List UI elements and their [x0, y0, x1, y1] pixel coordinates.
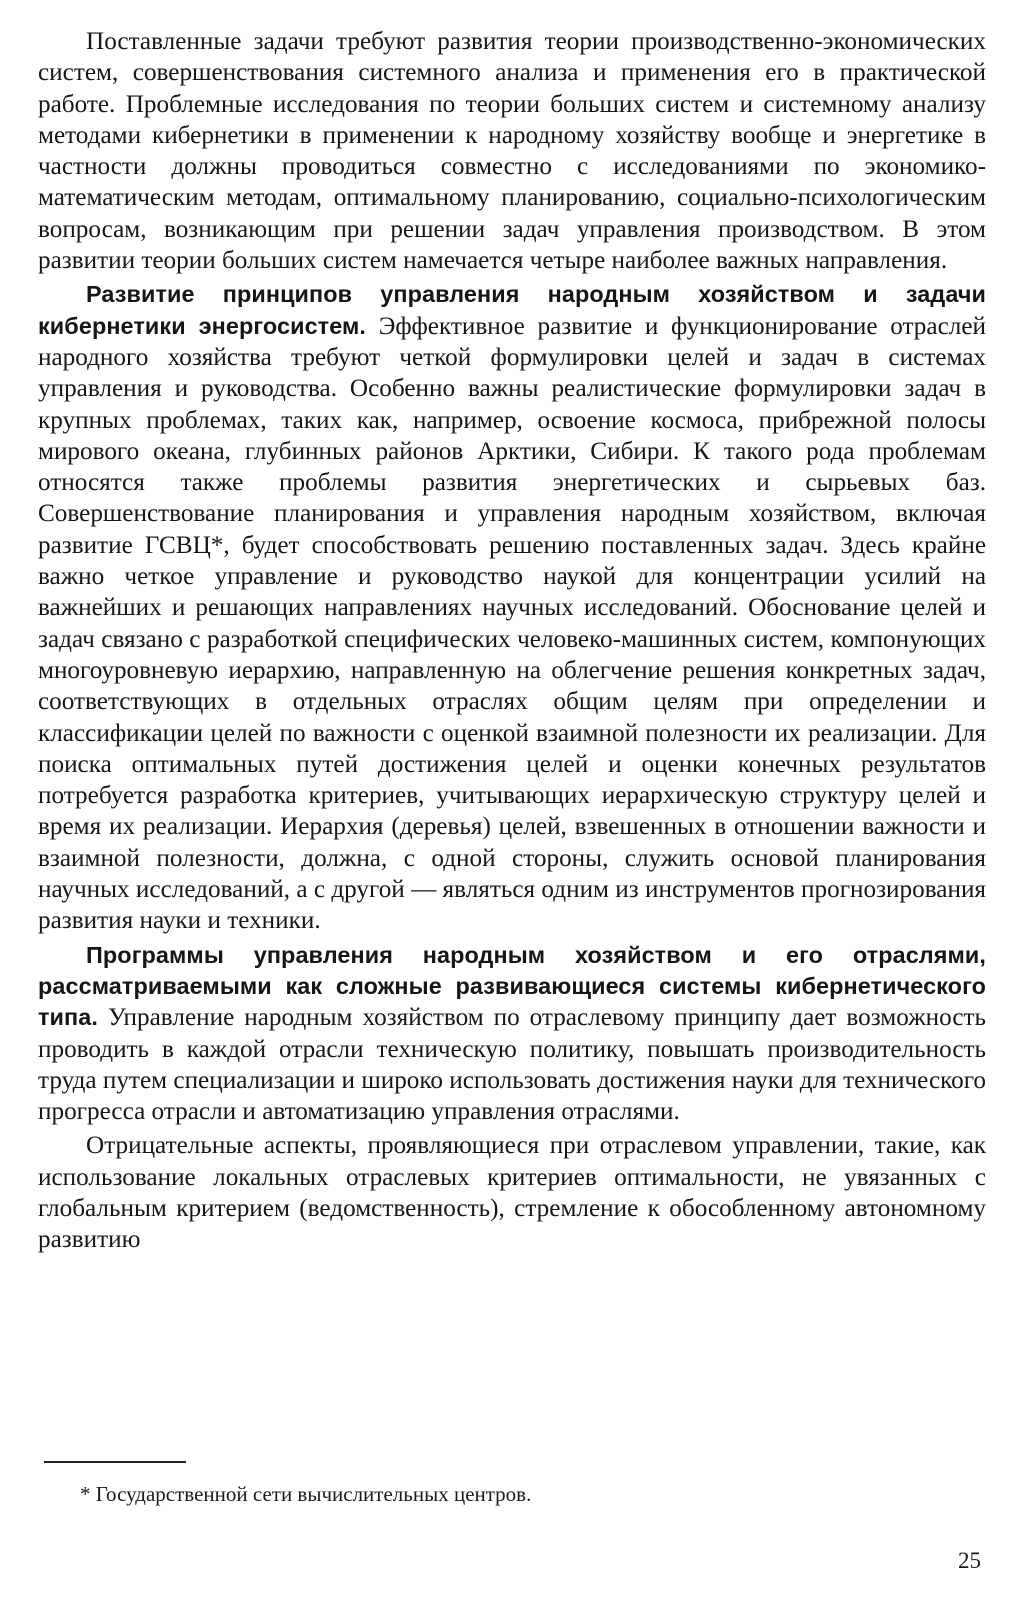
footnote-divider	[44, 1461, 186, 1463]
paragraph-3	[38, 940, 986, 1128]
paragraph-2-text: Эффективное развитие и функционирование отраслей народного хозяйства требуют четкой формулировки целей и задач в системах управления и руководства. Особенно важны реалистические формулировки задач в крупных проблемах, таких как, например, освоение космоса, прибрежной полосы мирового океана, глубинных районов Арктики, Сибири. К такого рода проблемам относятся также проблемы развития энергетических и сырьевых баз. Совершенствование планирования и управления народным хозяйством, включая развитие ГСВЦ*, будет способствовать решению поставленных задач. Здесь крайне важно четкое управление и руководство наукой для концентрации усилий на важнейших и решающих направлениях научных исследований. Обоснование целей и задач связано с разработкой специфических человеко-машинных систем, компонующих многоуровневую иерархию, направленную на облегчение решения конкретных задач, соответствующих в отдельных отраслях общим целям при определении и классификации целей по важности с оценкой взаимной полезности их реализации. Для поиска оптимальных путей достижения целей и оценки конечных результатов потребуется разработка критериев, учитывающих иерархическую структуру целей и время их реализации. Иерархия (деревья) целей, взвешенных в отношении важности и взаимной полезности, должна, с одной стороны, служить основой планирования научных исследований, а с другой — являться одним из инструментов прогнозирования развития науки и техники.	[38, 312, 987, 935]
paragraph-1	[38, 26, 986, 276]
footnote: * Государственной сети вычислительных центров.	[80, 1482, 532, 1506]
page-number: 25	[958, 1548, 981, 1573]
paragraph-4	[38, 1130, 986, 1255]
paragraph-2	[38, 279, 986, 936]
paragraph-2-heading: Развитие принципов управления народным хозяйством и задачи кибернетики энергосистем.	[38, 281, 986, 339]
paragraph-3-heading: Программы управления народным хозяйством и его отраслями, рассматриваемыми как сложные развивающиеся системы кибернетического типа.	[38, 941, 986, 1031]
paragraph-1-text: Поставленные задачи требуют развития теории производственно-экономических систем, совершенствования системного анализа и применения его в практической работе. Проблемные исследования по теории больших систем и системному анализу методами кибернетики в применении к народному хозяйству вообще и энергетике в частности должны проводиться совместно с исследованиями по экономико-математическим методам, оптимальному планированию, социально-психологическим вопросам, возникающим при решении задач управления производством. В этом развитии теории больших систем намечается четыре наиболее важных направления.	[38, 28, 986, 275]
page-body	[38, 26, 986, 1256]
paragraph-3-text: Управление народным хозяйством по отраслевому принципу дает возможность проводить в каждой отрасли техническую политику, повышать производительность труда путем специализации и широко использовать достижения науки для технического прогресса отрасли и автоматизацию управления отраслями.	[38, 1004, 986, 1126]
paragraph-4-text: Отрицательные аспекты, проявляющиеся при отраслевом управлении, такие, как использование локальных отраслевых критериев оптимальности, не увязанных с глобальным критерием (ведомственность), стремление к обособленному автономному развитию	[38, 1132, 986, 1254]
